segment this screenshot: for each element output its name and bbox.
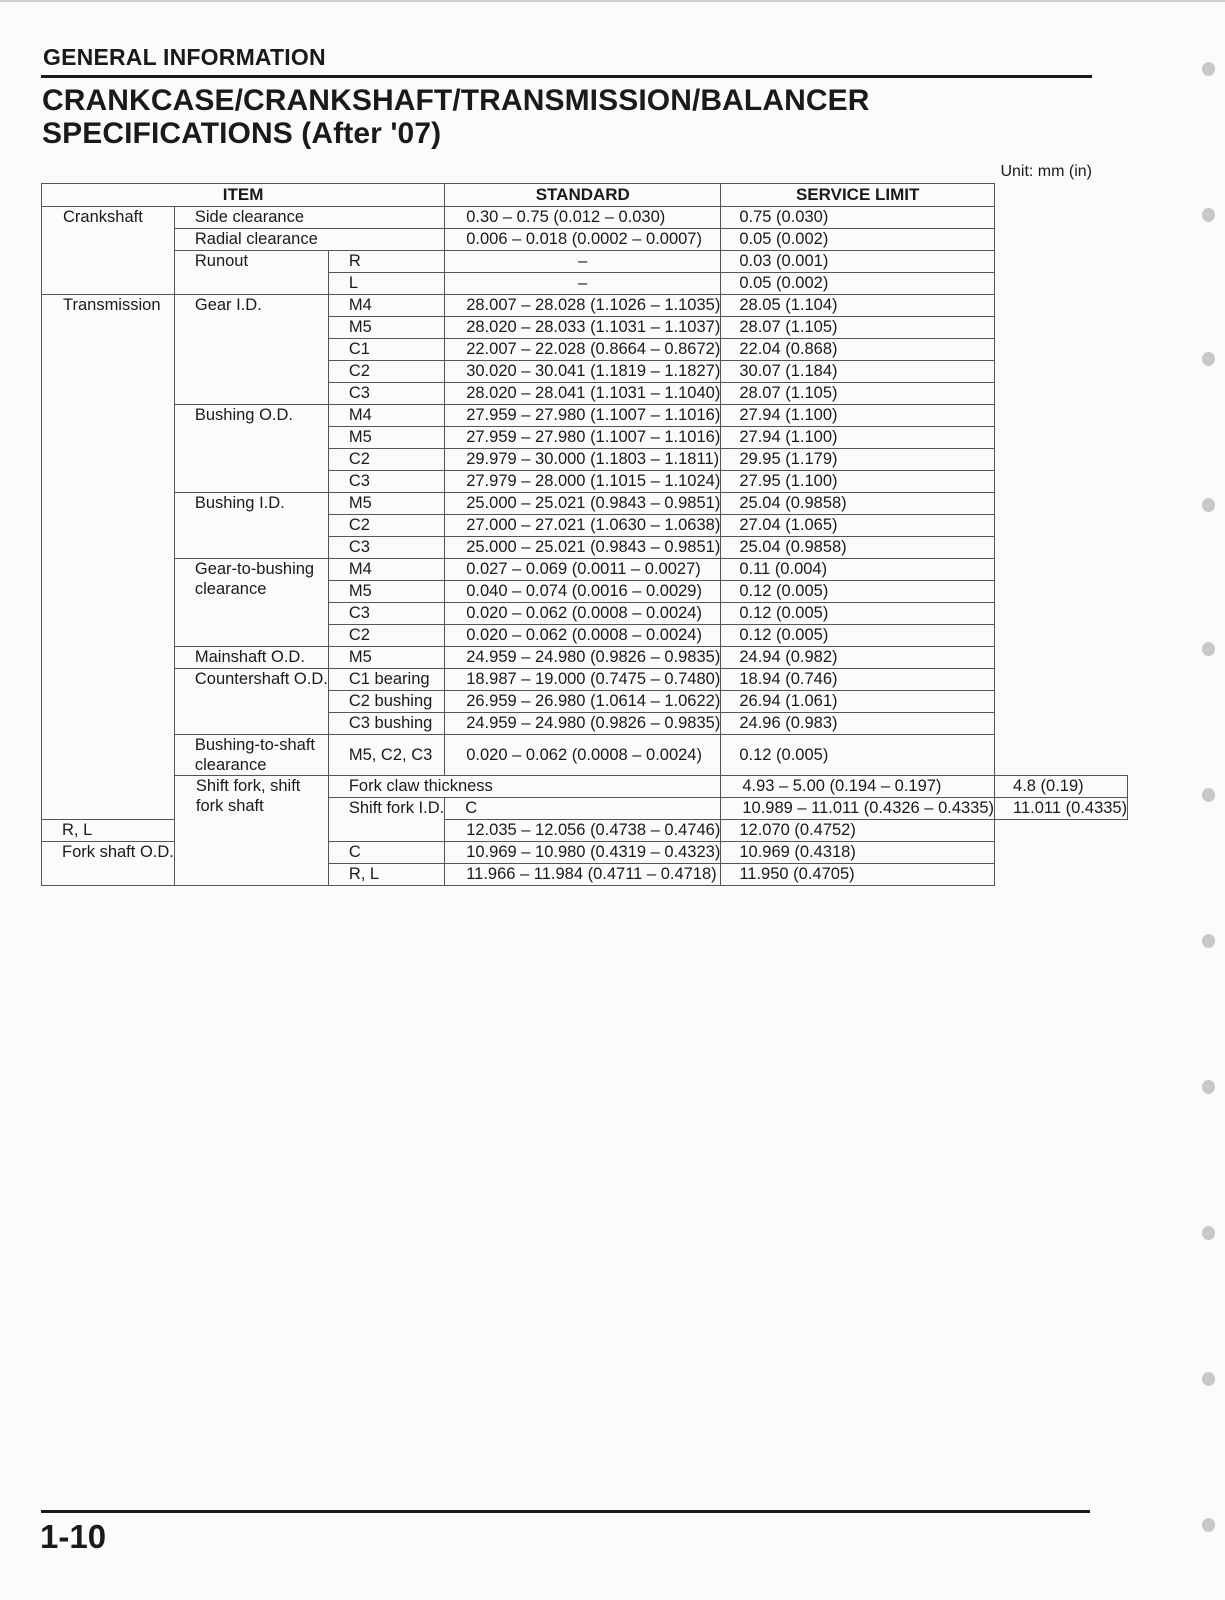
category-label-line-1: Shift fork, shift [195,777,301,795]
selector: C2 [328,449,444,471]
standard-value: 0.020 – 0.062 (0.0008 – 0.0024) [445,625,721,647]
limit-value: 22.04 (0.868) [721,339,995,361]
limit-value: 11.950 (0.4705) [721,864,995,886]
category-shift-fork [174,776,328,886]
standard-value: 25.000 – 25.021 (0.9843 – 0.9851) [445,493,721,515]
selector: C [445,798,721,820]
binder-hole [1202,1518,1215,1532]
selector: M5, C2, C3 [328,735,444,776]
item-label-line-2: clearance [194,756,267,774]
limit-value: 0.12 (0.005) [721,603,995,625]
selector: C3 [328,383,444,405]
selector: R [328,251,444,273]
limit-value: 30.07 (1.184) [721,361,995,383]
table-header-row [42,184,1128,207]
standard-value: 10.969 – 10.980 (0.4319 – 0.4323) [445,842,721,864]
standard-value: – [445,273,721,295]
standard-value: 0.020 – 0.062 (0.0008 – 0.0024) [445,735,721,776]
limit-value: 0.05 (0.002) [721,229,995,251]
limit-value: 24.96 (0.983) [721,713,995,735]
standard-value: 27.000 – 27.021 (1.0630 – 1.0638) [445,515,721,537]
standard-value: 0.020 – 0.062 (0.0008 – 0.0024) [445,603,721,625]
selector: M4 [328,559,444,581]
standard-value: 28.020 – 28.041 (1.1031 – 1.1040) [445,383,721,405]
standard-value: 25.000 – 25.021 (0.9843 – 0.9851) [445,537,721,559]
item-runout: Runout [174,251,328,295]
selector: C1 [328,339,444,361]
binder-hole [1202,498,1215,512]
limit-value: 28.05 (1.104) [721,295,995,317]
selector: L [328,273,444,295]
standard-value: 12.035 – 12.056 (0.4738 – 0.4746) [445,820,721,842]
section-header: GENERAL INFORMATION [43,44,326,70]
selector: C2 [328,515,444,537]
category-crankshaft: Crankshaft [42,207,175,295]
category-label-line-2: fork shaft [195,797,264,815]
limit-value: 27.94 (1.100) [721,427,995,449]
footer-rule [41,1510,1090,1513]
item-fork-shaft-od: Fork shaft O.D. [42,842,175,886]
item-label-line-1: Bushing-to-shaft [194,736,316,754]
selector: C3 [328,603,444,625]
standard-value: 18.987 – 19.000 (0.7475 – 0.7480) [445,669,721,691]
binder-hole [1202,788,1215,802]
item-gear-to-bushing-clearance [174,559,328,647]
table-row [42,493,1128,515]
page-title [42,84,1082,150]
standard-value: 26.959 – 26.980 (1.0614 – 1.0622) [445,691,721,713]
limit-value: 0.05 (0.002) [721,273,995,295]
binder-hole [1202,1226,1215,1240]
standard-value: 30.020 – 30.041 (1.1819 – 1.1827) [445,361,721,383]
selector: C2 bushing [328,691,444,713]
standard-value: 27.959 – 27.980 (1.1007 – 1.1016) [445,405,721,427]
table-row [42,207,1128,229]
limit-value: 11.011 (0.4335) [995,798,1128,820]
standard-value: 4.93 – 5.00 (0.194 – 0.197) [721,776,995,798]
standard-value: 22.007 – 22.028 (0.8664 – 0.8672) [445,339,721,361]
limit-value: 26.94 (1.061) [721,691,995,713]
standard-value: 10.989 – 11.011 (0.4326 – 0.4335) [721,798,995,820]
limit-value: 0.03 (0.001) [721,251,995,273]
limit-value: 25.04 (0.9858) [721,493,995,515]
standard-value: 28.020 – 28.033 (1.1031 – 1.1037) [445,317,721,339]
limit-value: 0.12 (0.005) [721,581,995,603]
binder-hole [1202,208,1215,222]
limit-value: 10.969 (0.4318) [721,842,995,864]
limit-value: 25.04 (0.9858) [721,537,995,559]
item-label-line-2: clearance [194,580,267,598]
selector: R, L [42,820,175,842]
limit-value: 12.070 (0.4752) [721,820,995,842]
table-row [42,295,1128,317]
binder-hole [1202,642,1215,656]
header-service-limit: SERVICE LIMIT [721,184,995,207]
limit-value: 18.94 (0.746) [721,669,995,691]
category-transmission: Transmission [42,295,175,820]
table-row [42,559,1128,581]
limit-value: 0.11 (0.004) [721,559,995,581]
header-item: ITEM [42,184,445,207]
standard-value: – [445,251,721,273]
standard-value: 0.040 – 0.074 (0.0016 – 0.0029) [445,581,721,603]
limit-value: 28.07 (1.105) [721,383,995,405]
table-row [42,229,1128,251]
limit-value: 4.8 (0.19) [995,776,1128,798]
selector: C2 [328,625,444,647]
selector: M5 [328,427,444,449]
table-row [42,776,1128,798]
table-row [42,669,1128,691]
limit-value: 27.04 (1.065) [721,515,995,537]
item-countershaft-od: Countershaft O.D. [174,669,328,735]
binder-hole [1202,1080,1215,1094]
limit-value: 0.12 (0.005) [721,625,995,647]
page-title-line-1: CRANKCASE/CRANKSHAFT/TRANSMISSION/BALANCER [42,84,870,117]
standard-value: 28.007 – 28.028 (1.1026 – 1.1035) [445,295,721,317]
item-shift-fork-id: Shift fork I.D. [328,798,444,842]
standard-value: 29.979 – 30.000 (1.1803 – 1.1811) [445,449,721,471]
binder-hole [1202,1372,1215,1386]
item-radial-clearance: Radial clearance [174,229,444,251]
limit-value: 27.95 (1.100) [721,471,995,493]
standard-value: 27.959 – 27.980 (1.1007 – 1.1016) [445,427,721,449]
limit-value: 24.94 (0.982) [721,647,995,669]
limit-value: 27.94 (1.100) [721,405,995,427]
selector: M5 [328,647,444,669]
standard-value: 24.959 – 24.980 (0.9826 – 0.9835) [445,647,721,669]
selector: C1 bearing [328,669,444,691]
selector: R, L [328,864,444,886]
selector: M4 [328,295,444,317]
selector: M5 [328,581,444,603]
header-rule [41,75,1092,78]
selector: C3 bushing [328,713,444,735]
page-number: 1-10 [40,1518,107,1555]
unit-note: Unit: mm (in) [1000,163,1092,180]
standard-value: 24.959 – 24.980 (0.9826 – 0.9835) [445,713,721,735]
selector: C2 [328,361,444,383]
header-standard: STANDARD [445,184,721,207]
selector: M5 [328,317,444,339]
binder-hole [1202,352,1215,366]
item-side-clearance: Side clearance [174,207,444,229]
standard-value: 0.30 – 0.75 (0.012 – 0.030) [445,207,721,229]
limit-value: 29.95 (1.179) [721,449,995,471]
table-row [42,251,1128,273]
item-gear-id: Gear I.D. [174,295,328,405]
item-bushing-id: Bushing I.D. [174,493,328,559]
selector: C3 [328,471,444,493]
selector: M5 [328,493,444,515]
item-bushing-od: Bushing O.D. [174,405,328,493]
specifications-table [41,183,1128,886]
item-bushing-to-shaft-clearance [174,735,328,776]
selector: M4 [328,405,444,427]
limit-value: 28.07 (1.105) [721,317,995,339]
table-row [42,405,1128,427]
item-mainshaft-od: Mainshaft O.D. [174,647,328,669]
selector: C3 [328,537,444,559]
binder-hole [1202,934,1215,948]
table-row [42,647,1128,669]
limit-value: 0.75 (0.030) [721,207,995,229]
limit-value: 0.12 (0.005) [721,735,995,776]
item-label-line-1: Gear-to-bushing [194,560,315,578]
selector: C [328,842,444,864]
standard-value: 27.979 – 28.000 (1.1015 – 1.1024) [445,471,721,493]
standard-value: 0.027 – 0.069 (0.0011 – 0.0027) [445,559,721,581]
item-fork-claw-thickness: Fork claw thickness [328,776,721,798]
standard-value: 0.006 – 0.018 (0.0002 – 0.0007) [445,229,721,251]
binder-hole [1202,62,1215,76]
page-title-line-2: SPECIFICATIONS (After '07) [42,117,442,150]
standard-value: 11.966 – 11.984 (0.4711 – 0.4718) [445,864,721,886]
top-edge-line [0,0,1225,2]
